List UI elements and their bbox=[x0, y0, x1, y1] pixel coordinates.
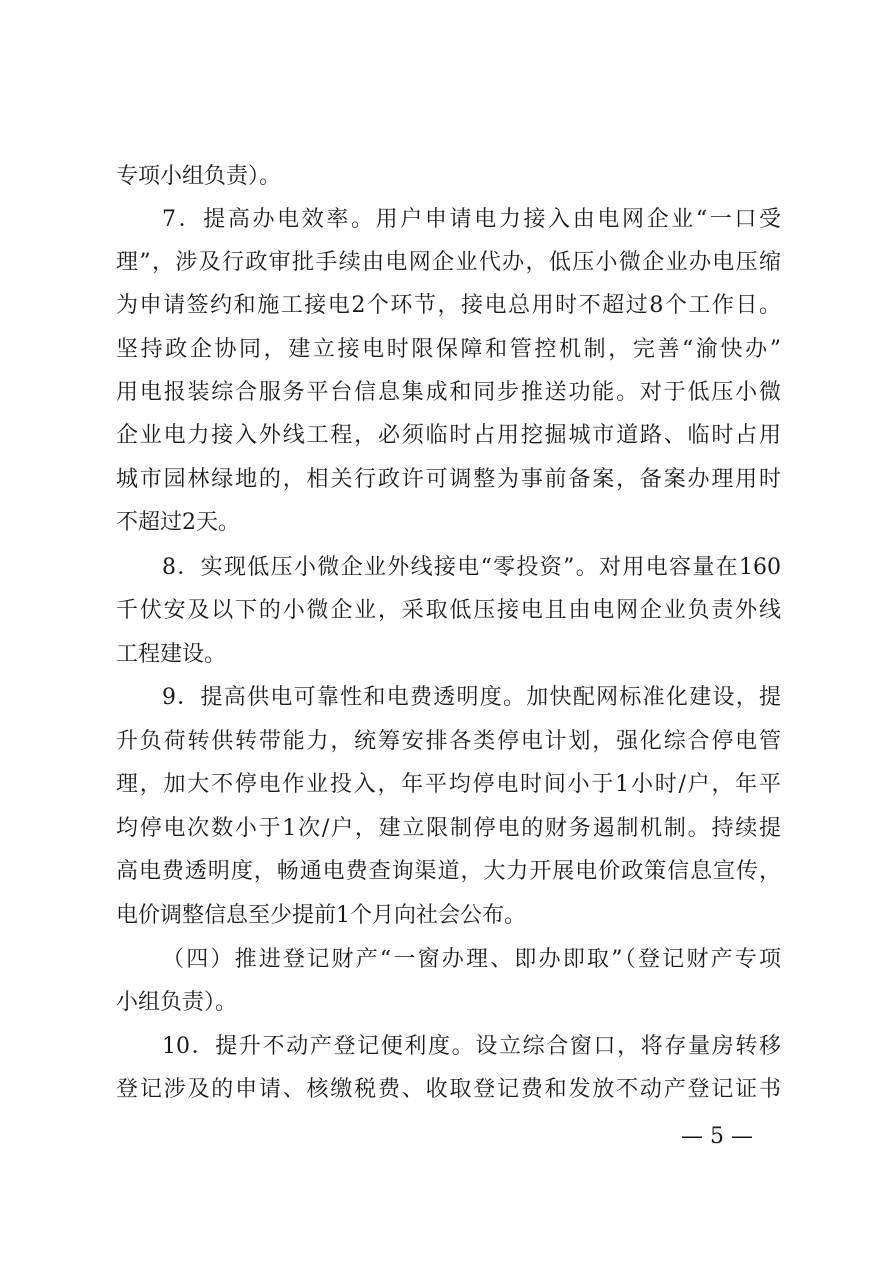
text-line: 坚持政企协同，建立接电时限保障和管控机制，完善“渝快办” bbox=[116, 337, 781, 362]
text-line: 均停电次数小于1次/户，建立限制停电的财务遏制机制。持续提 bbox=[116, 816, 781, 841]
text-line: 9．提高供电可靠性和电费透明度。加快配网标准化建设，提 bbox=[162, 685, 781, 710]
text-line: 为申请签约和施工接电2个环节，接电总用时不超过8个工作日。 bbox=[116, 293, 781, 318]
text-line: 理，加大不停电作业投入，年平均停电时间小于1小时/户，年平 bbox=[116, 772, 781, 797]
text-line: 电价调整信息至少提前1个月向社会公布。 bbox=[116, 903, 526, 928]
text-line: 高电费透明度，畅通电费查询渠道，大力开展电价政策信息宣传， bbox=[116, 859, 781, 884]
page-number: — 5 — bbox=[681, 1124, 753, 1149]
section-heading-line: 小组负责）。 bbox=[116, 990, 238, 1015]
text-line: 不超过2天。 bbox=[116, 510, 240, 535]
text-line: 7．提高办电效率。用户申请电力接入由电网企业“一口受 bbox=[162, 207, 781, 232]
text-line: 用电报装综合服务平台信息集成和同步推送功能。对于低压小微 bbox=[116, 380, 781, 405]
text-line: 登记涉及的申请、核缴税费、收取登记费和发放不动产登记证书 bbox=[116, 1077, 781, 1102]
text-line: 工程建设。 bbox=[116, 642, 227, 667]
section-heading-line: （四）推进登记财产“一窗办理、即办即取”（登记财产专项 bbox=[162, 947, 781, 972]
text-line: 千伏安及以下的小微企业，采取低压接电且由电网企业负责外线 bbox=[116, 598, 781, 623]
text-line: 城市园林绿地的，相关行政许可调整为事前备案，备案办理用时 bbox=[116, 467, 781, 492]
text-line: 专项小组负责）。 bbox=[116, 164, 282, 189]
text-line: 企业电力接入外线工程，必须临时占用挖掘城市道路、临时占用 bbox=[116, 423, 781, 448]
text-line: 理”，涉及行政审批手续由电网企业代办，低压小微企业办电压缩 bbox=[116, 250, 781, 275]
text-line: 升负荷转供转带能力，统筹安排各类停电计划，强化综合停电管 bbox=[116, 729, 781, 754]
text-line: 10．提升不动产登记便利度。设立综合窗口，将存量房转移 bbox=[162, 1034, 781, 1059]
text-line: 8．实现低压小微企业外线接电“零投资”。对用电容量在160 bbox=[162, 555, 781, 580]
